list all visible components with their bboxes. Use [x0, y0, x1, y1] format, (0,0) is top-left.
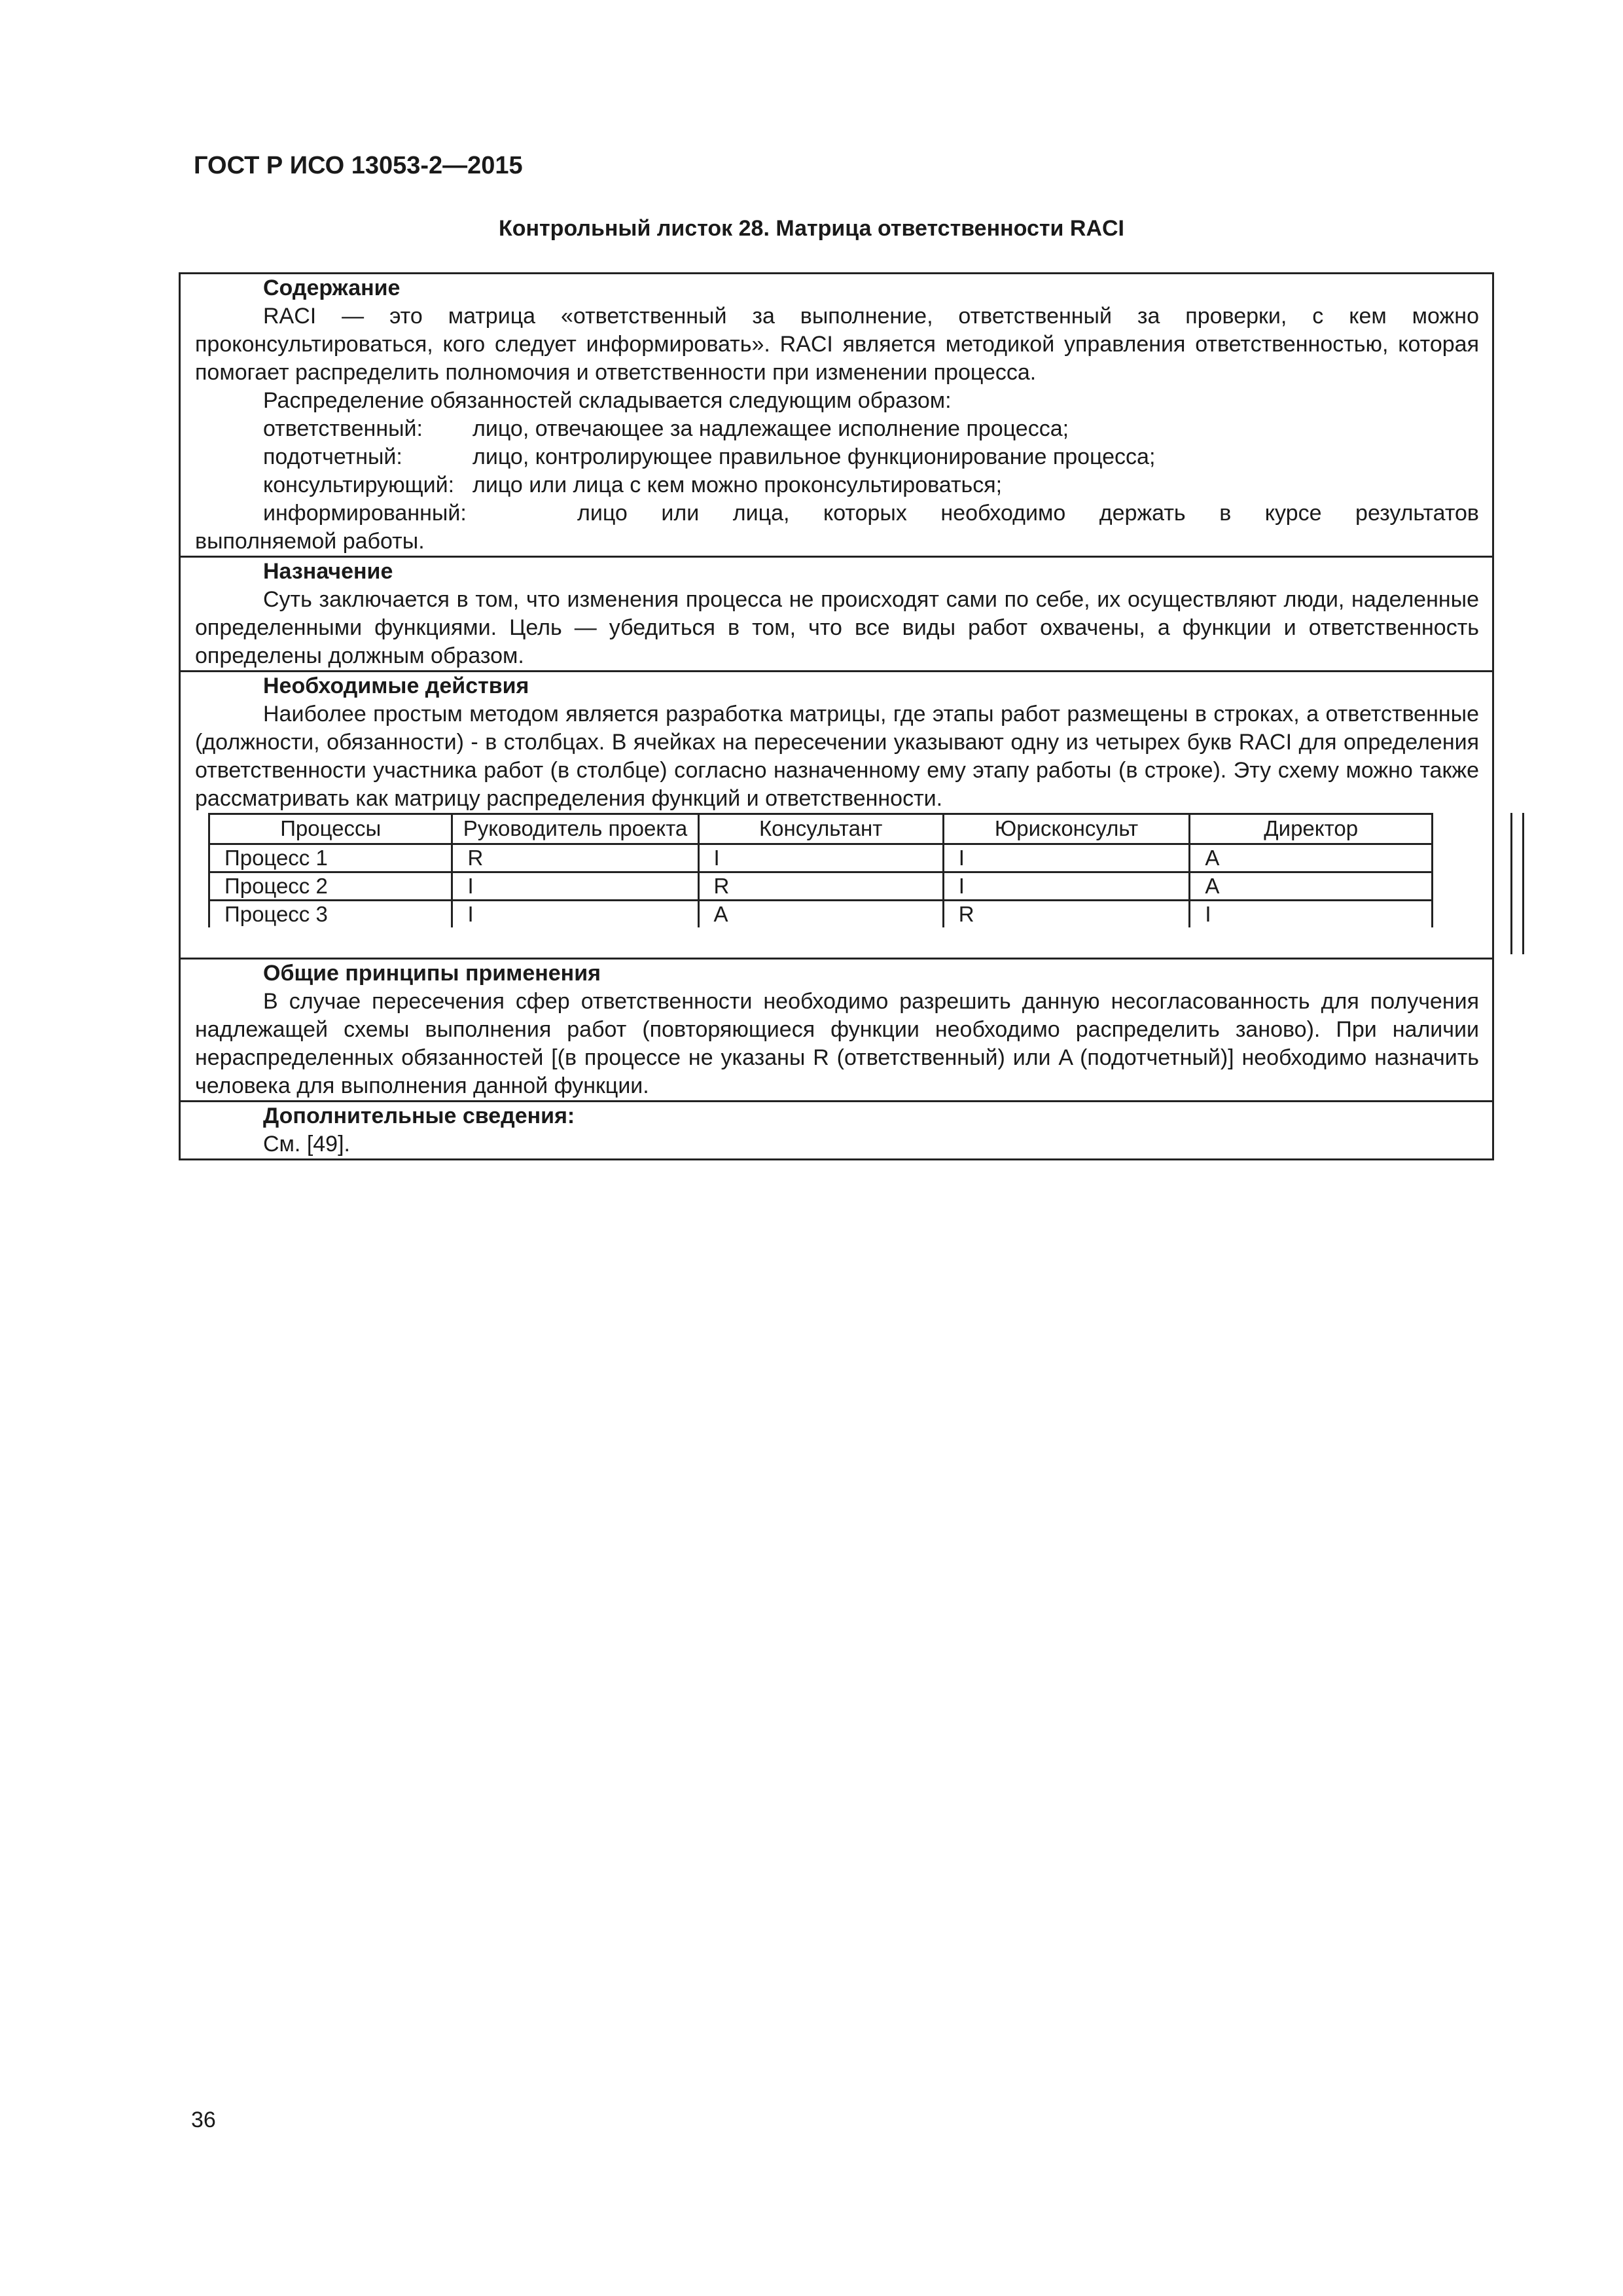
checklist-frame	[179, 272, 1494, 1160]
role-text: лицо, отвечающее за надлежащее исполнение процесса;	[473, 416, 1069, 441]
raci-matrix-wrapper	[195, 813, 1479, 958]
matrix-cell: R	[943, 901, 1190, 928]
table-border-artifact	[1510, 813, 1512, 954]
purpose-paragraph: Суть заключается в том, что изменения процесса не происходят сами по себе, их осуществляют люди, наделенные определенными функциями. Цель — убедиться в том, что все виды работ охвачены, а функции и ответственность определены должным образом.	[195, 587, 1479, 668]
section-content	[181, 274, 1492, 558]
matrix-cell: I	[452, 872, 698, 901]
matrix-cell: I	[943, 872, 1190, 901]
section-heading: Необходимые действия	[263, 673, 529, 698]
table-border-artifact	[1522, 813, 1524, 954]
role-term: ответственный:	[263, 416, 423, 441]
matrix-header-row	[209, 814, 1433, 844]
document-code: ГОСТ Р ИСО 13053-2—2015	[194, 152, 523, 179]
reference-text: См. [49].	[263, 1132, 350, 1157]
matrix-cell: I	[698, 844, 943, 872]
content-paragraph: Распределение обязанностей складывается следующим образом:	[263, 388, 952, 413]
role-text: лицо или лица, которых необходимо держать в курсе результатов	[577, 501, 1479, 526]
role-text: лицо, контролирующее правильное функционирование процесса;	[473, 444, 1156, 469]
role-term: информированный:	[263, 501, 467, 526]
matrix-header-cell: Директор	[1190, 814, 1433, 844]
matrix-cell: A	[1190, 844, 1433, 872]
role-term: консультирующий:	[263, 473, 455, 497]
matrix-cell: I	[452, 901, 698, 928]
matrix-header-cell: Процессы	[209, 814, 452, 844]
actions-paragraph: Наиболее простым методом является разработка матрицы, где этапы работ размещены в строках, а ответственные (должности, обязанности) - в столбцах. В ячейках на пересечении указывают одну из четырех букв RACI для определения ответственности участника работ (в столбце) согласно назначенному ему этапу работы (в строке). Эту схему можно также рассматривать как матрицу распределения функций и ответственности.	[195, 702, 1479, 811]
role-definition	[195, 443, 1479, 471]
matrix-cell: Процесс 2	[209, 872, 452, 901]
matrix-header-cell: Руководитель проекта	[452, 814, 698, 844]
checklist-title: Контрольный листок 28. Матрица ответственности RACI	[498, 216, 1125, 241]
section-purpose	[181, 558, 1492, 672]
matrix-cell: I	[1190, 901, 1433, 928]
matrix-cell: A	[698, 901, 943, 928]
matrix-cell: I	[943, 844, 1190, 872]
matrix-cell: A	[1190, 872, 1433, 901]
role-definition	[195, 415, 1479, 443]
section-heading: Дополнительные сведения:	[263, 1103, 575, 1128]
matrix-row	[209, 901, 1433, 928]
section-heading: Общие принципы применения	[263, 961, 601, 986]
matrix-cell: Процесс 3	[209, 901, 452, 928]
section-heading: Содержание	[263, 276, 401, 300]
matrix-cell: Процесс 1	[209, 844, 452, 872]
section-extra	[181, 1102, 1492, 1158]
matrix-header-cell: Консультант	[698, 814, 943, 844]
section-principles	[181, 960, 1492, 1102]
section-actions	[181, 672, 1492, 960]
matrix-cell: R	[452, 844, 698, 872]
role-definition	[195, 499, 1479, 528]
matrix-row	[209, 872, 1433, 901]
role-text-continuation: выполняемой работы.	[195, 529, 425, 554]
role-definition	[195, 471, 1479, 499]
role-text: лицо или лица с кем можно проконсультироваться;	[473, 473, 1003, 497]
matrix-cell: R	[698, 872, 943, 901]
raci-matrix	[208, 813, 1433, 927]
role-term: подотчетный:	[263, 444, 402, 469]
principles-paragraph: В случае пересечения сфер ответственности необходимо разрешить данную несогласованность для получения надлежащей схемы выполнения работ (повторяющиеся функции необходимо распределить заново). При наличии нераспределенных обязанностей [(в процессе не указаны R (ответственный) или A (подотчетный)] необходимо назначить человека для выполнения данной функции.	[195, 989, 1479, 1098]
matrix-header-cell: Юрисконсульт	[943, 814, 1190, 844]
page-number: 36	[191, 2108, 216, 2132]
content-paragraph: RACI — это матрица «ответственный за выполнение, ответственный за проверки, с кем можно проконсультироваться, кого следует информировать». RACI является методикой управления ответственностью, которая помогает распределить полномочия и ответственности при изменении процесса.	[195, 304, 1479, 385]
matrix-row	[209, 844, 1433, 872]
section-heading: Назначение	[263, 559, 393, 584]
